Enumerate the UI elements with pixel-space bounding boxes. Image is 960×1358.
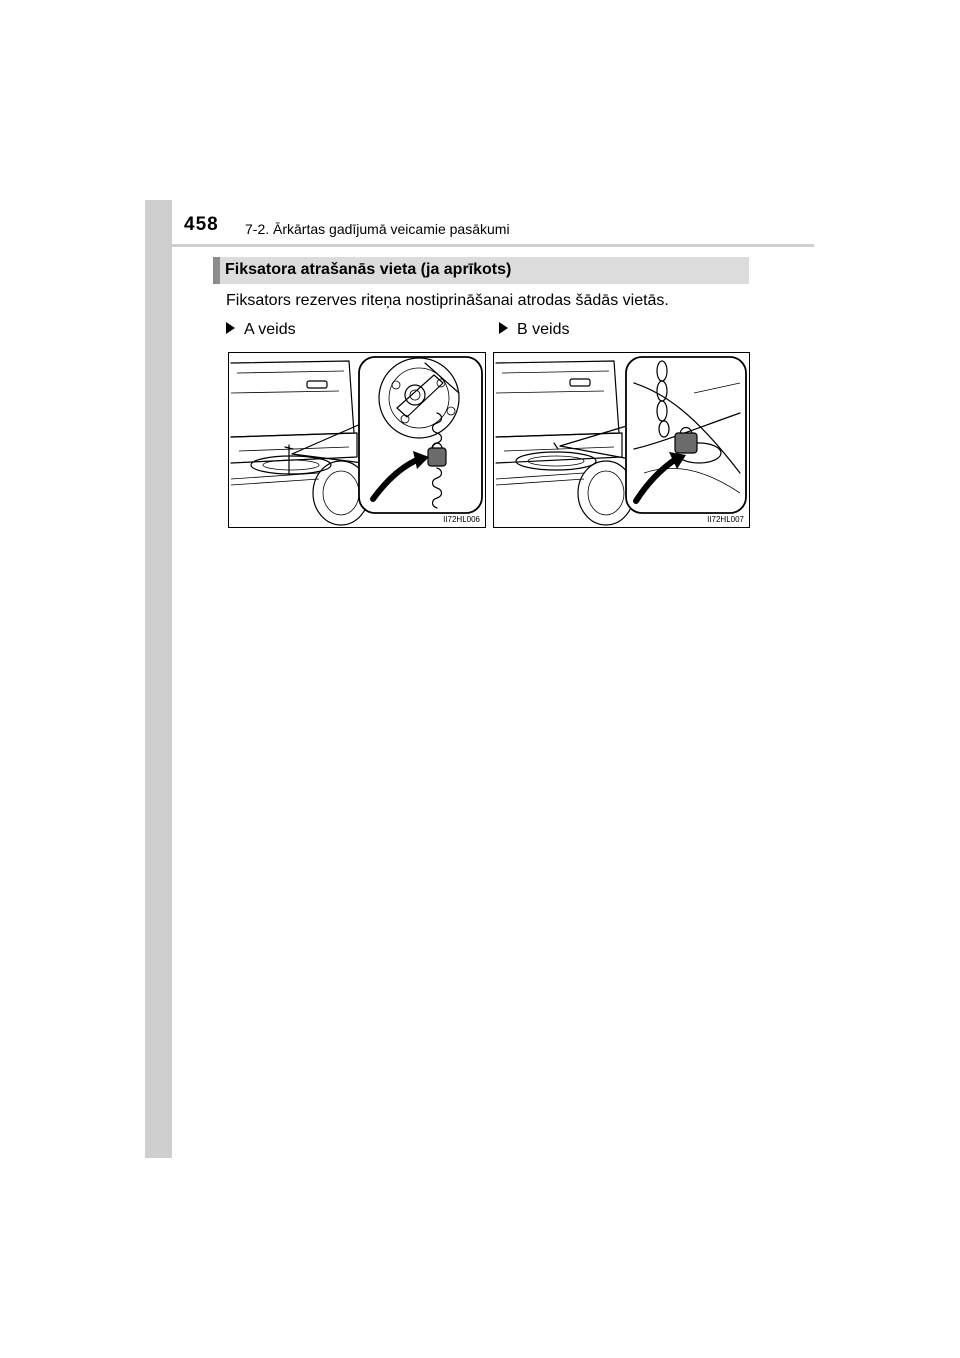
figure-b-spare-tire-lock bbox=[493, 352, 750, 528]
header-rule bbox=[172, 244, 814, 247]
variant-b-text: B veids bbox=[517, 321, 570, 338]
variant-b-label bbox=[499, 321, 569, 339]
variant-a-label bbox=[226, 321, 296, 339]
variant-a-text: A veids bbox=[244, 321, 296, 338]
intro-text: Fiksators rezerves riteņa nostiprināšanai atrodas šādās vietās. bbox=[226, 292, 669, 309]
section-title: Fiksatora atrašanās vieta (ja aprīkots) bbox=[225, 261, 512, 278]
figure-a-spare-tire-lock bbox=[228, 352, 486, 528]
truck-rear-lock-illustration bbox=[494, 353, 749, 527]
page-number: 458 bbox=[184, 214, 219, 235]
truck-rear-lock-illustration bbox=[229, 353, 485, 527]
bullet-triangle-icon bbox=[226, 322, 235, 334]
bullet-triangle-icon bbox=[499, 322, 508, 334]
figure-b-code: II72HL007 bbox=[707, 515, 744, 524]
section-heading-bar bbox=[213, 257, 749, 284]
figure-a-code: II72HL006 bbox=[443, 515, 480, 524]
chapter-title: 7-2. Ārkārtas gadījumā veicamie pasākumi bbox=[245, 221, 510, 237]
section-accent bbox=[213, 257, 220, 284]
side-tab-bar bbox=[145, 200, 172, 1158]
